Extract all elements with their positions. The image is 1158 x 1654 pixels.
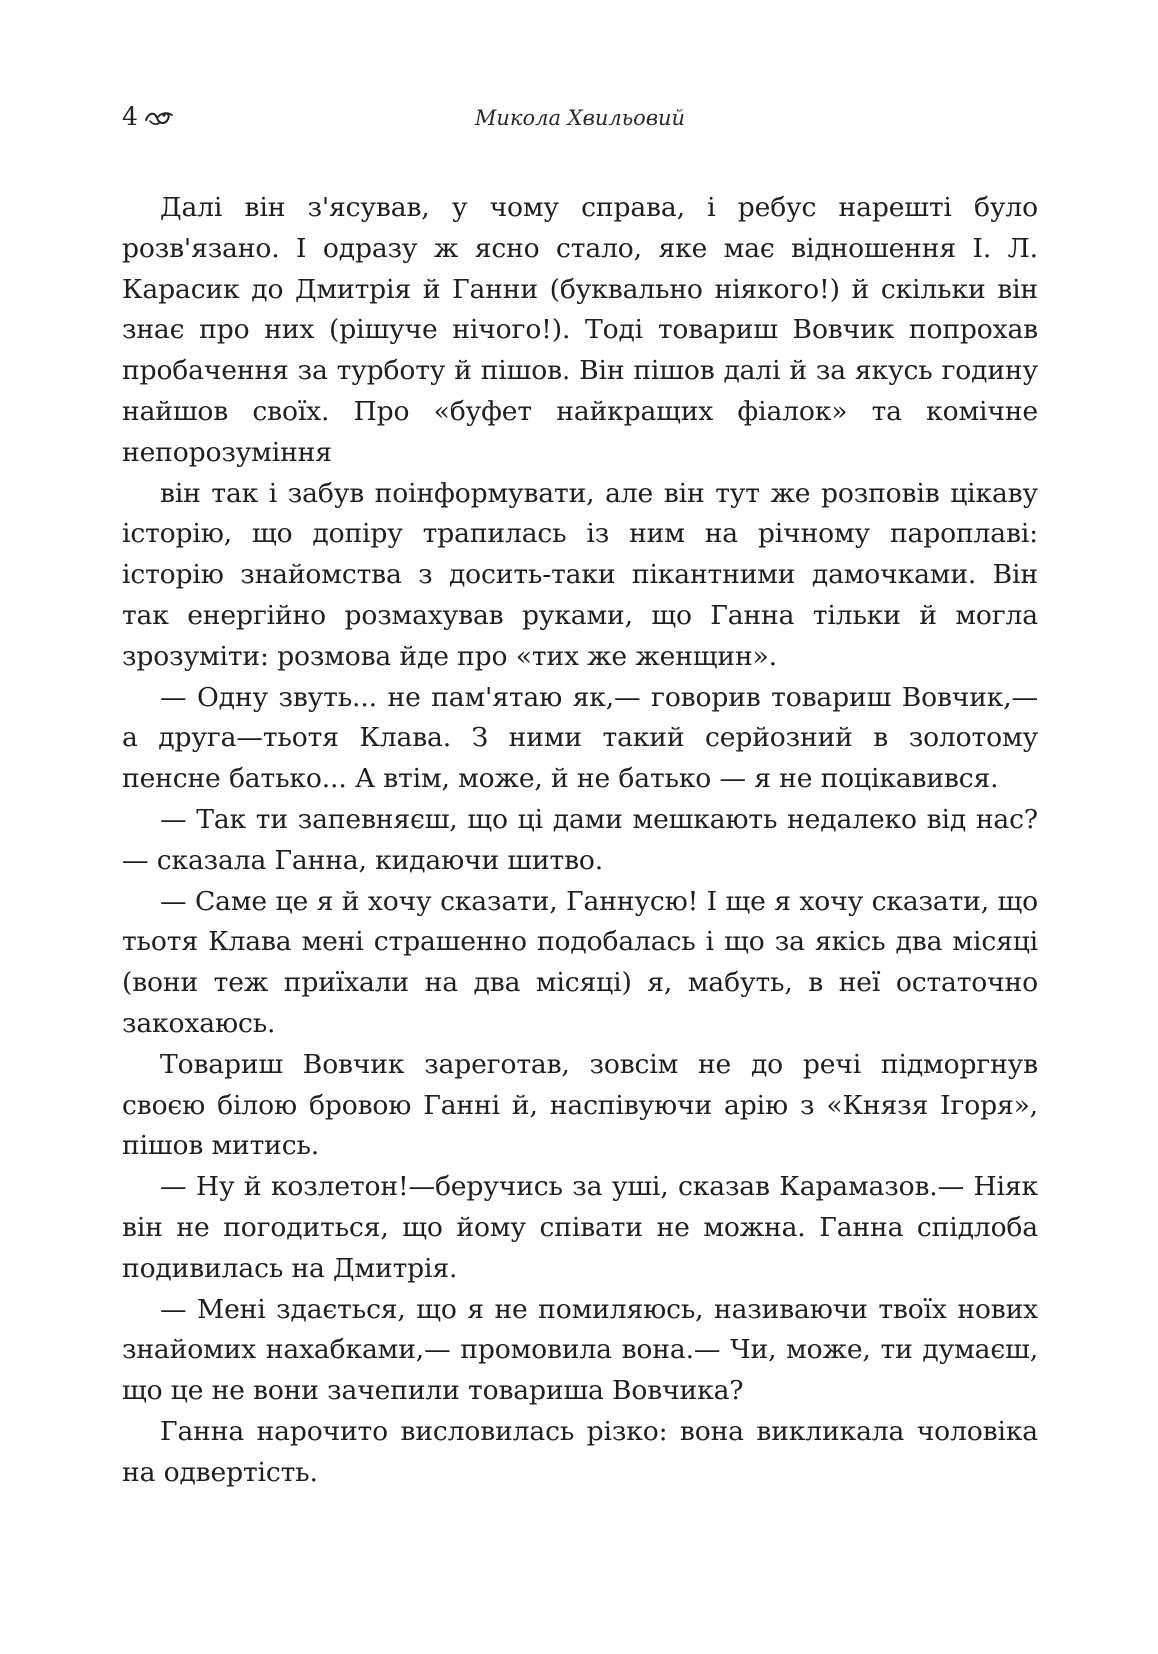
paragraph: — Так ти запевняєш, що ці дами мешкають недалеко від нас? — сказала Ганна, кидаючи шитво.: [122, 803, 1038, 876]
paragraph: — Саме це я й хочу сказати, Ганнусю! І ще я хочу сказати, що тьотя Клава мені страшенно подобалась і що за якісь два місяці (вони теж приїхали на два місяці) я, мабуть, в неї остаточно закохаюсь.: [122, 885, 1038, 1039]
paragraph: — Мені здається, що я не помиляюсь, називаючи твоїх нових знайомих нахабками,— промовила вона.— Чи, може, ти думаєш, що це не вони зачепили товариша Вовчика?: [122, 1293, 1038, 1407]
paragraph: — Одну звуть... не пам'ятаю як,— говорив товариш Вовчик,— а друга—тьотя Клава. З ними такий серйозний в золотому пенсне батько... А втім, може, й не батько — я не поцікавився.: [122, 681, 1038, 795]
paragraph: він так і забув поінформувати, але він тут же розповів цікаву історію, що допіру трапилась із ним на річному пароплаві: історію знайомства з досить-таки пікантними дамочками. Він так енергійно розмахував руками, що Ганна тільки й могла зрозуміти: розмова йде про «тих же женщин».: [122, 477, 1038, 672]
paragraph: — Ну й козлетон!—беручись за уші, сказав Карамазов.— Ніяк він не погодиться, що йому співати не можна. Ганна спідлоба подивилась на Дмитрія.: [122, 1171, 1038, 1284]
page-header: [122, 102, 1038, 142]
body-text: [122, 188, 1038, 1494]
paragraph: Ганна нарочито висловилась різко: вона викликала чоловіка на одвертість.: [122, 1415, 1038, 1488]
paragraph: Товариш Вовчик зареготав, зовсім не до речі підморгнув своєю білою бровою Ганні й, наспівуючи арію з «Князя Ігоря», пішов митись.: [122, 1048, 1038, 1162]
running-head-author: Микола Хвильовий: [474, 106, 686, 130]
paragraph: Далі він з'ясував, у чому справа, і ребус нарешті було розв'язано. І одразу ж ясно стало, яке має відношення І. Л. Карасик до Дмитрія й Ганни (буквально ніякого!) й скільки він знає про них (рішуче нічого!). Тоді товариш Вовчик попрохав пробачення за турботу й пішов. Він пішов далі й за якусь годину найшов своїх. Про «буфет найкращих фіалок» та комічне непорозуміння: [122, 192, 1038, 468]
page-number: 4: [122, 102, 138, 131]
